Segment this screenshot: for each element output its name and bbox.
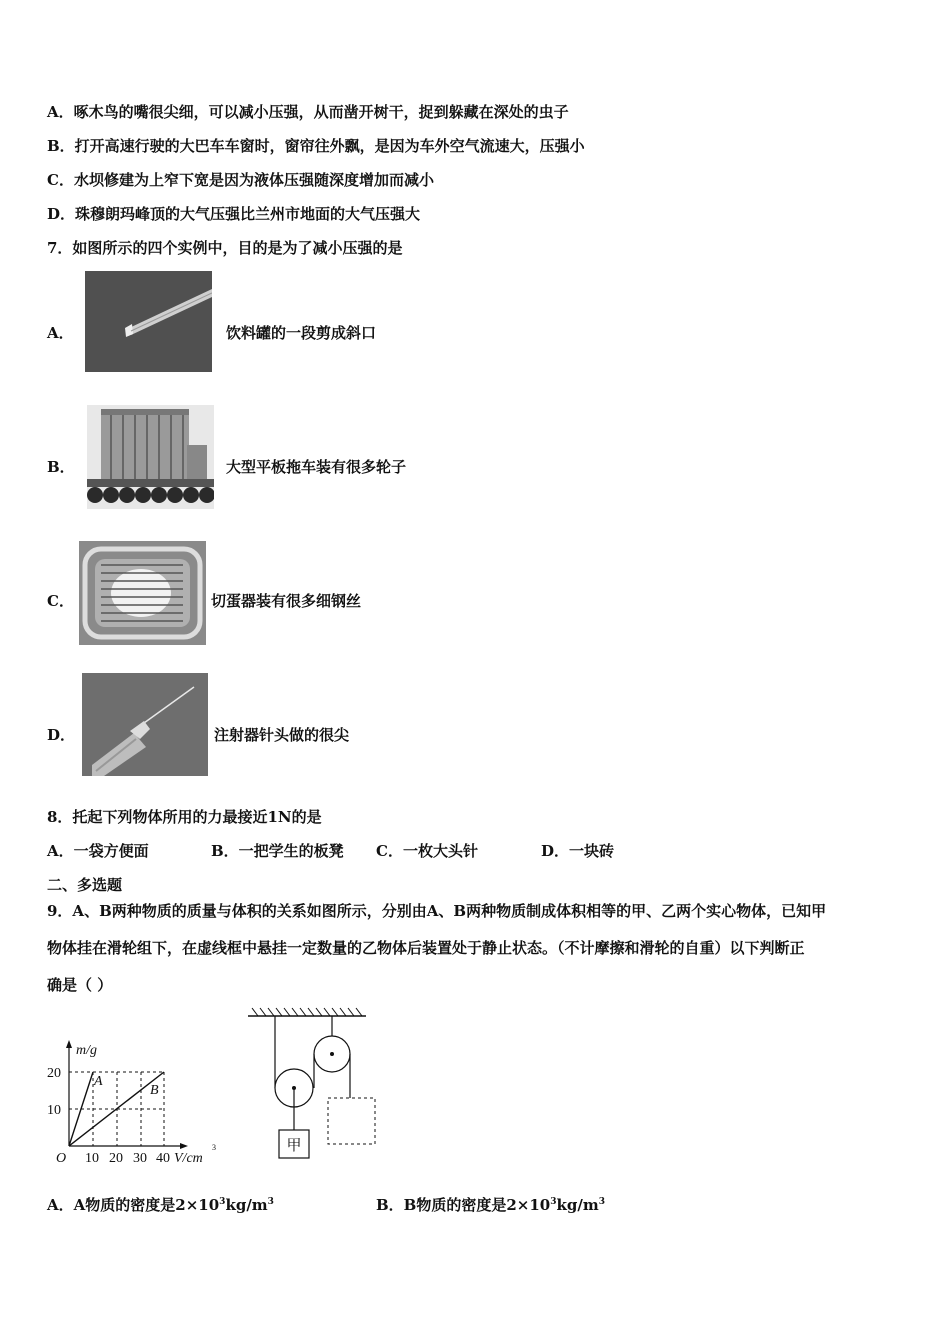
- q9-option-b: B．B物质的密度是$2\times 10^3kg/m^3$: [376, 1196, 606, 1214]
- q7-option-c-caption: 切蛋器装有很多细钢丝: [211, 592, 362, 610]
- q9-stem-line-1: 9．A、B两种物质的质量与体积的关系如图所示，分别由A、B两种物质制成体积相等的甲、乙两个实心物体，已知甲: [47, 902, 827, 920]
- q7-option-b-label: B．: [47, 458, 75, 476]
- xtick-40: 40: [156, 1151, 170, 1164]
- q7-option-d-caption: 注射器针头做的很尖: [214, 726, 350, 744]
- can-cut-photo: [85, 271, 212, 372]
- xtick-30: 30: [133, 1151, 147, 1164]
- graph-ylabel: m/g: [76, 1043, 97, 1058]
- q9-option-a: A．A物质的密度是$2\times 10^3kg/m^3$: [47, 1196, 274, 1214]
- q8-option-d: D．一块砖: [541, 842, 615, 860]
- egg-slicer-photo: [79, 541, 206, 645]
- q7-option-a-caption: 饮料罐的一段剪成斜口: [226, 324, 377, 342]
- q6-option-d: D．珠穆朗玛峰顶的大气压强比兰州市地面的大气压强大: [47, 205, 421, 223]
- q7-option-c-label: C．: [47, 592, 74, 610]
- q6-option-b: B．打开高速行驶的大巴车车窗时，窗帘往外飘，是因为车外空气流速大，压强小: [47, 137, 585, 155]
- xtick-10: 10: [85, 1151, 99, 1164]
- flatbed-trailer-photo: [87, 405, 214, 509]
- q6-option-a: A．啄木鸟的嘴很尖细，可以减小压强，从而凿开树干，捉到躲藏在深处的虫子: [47, 103, 569, 121]
- q7-option-a-label: A．: [47, 324, 74, 342]
- q7-stem: 7．如图所示的四个实例中，目的是为了减小压强的是: [47, 239, 403, 257]
- label-a: A: [94, 1074, 103, 1089]
- dashed-box: [328, 1098, 375, 1144]
- graph-xlabel: V/cm: [174, 1151, 203, 1164]
- q8-stem: 8．托起下列物体所用的力最接近1N的是: [47, 808, 322, 826]
- syringe-photo: [82, 673, 208, 776]
- q8-option-b: B．一把学生的板凳: [211, 842, 344, 860]
- q7-option-b-caption: 大型平板拖车装有很多轮子: [226, 458, 407, 476]
- weight-jia-label: 甲: [286, 1136, 302, 1154]
- graph-xlabel-sup: 3: [212, 1143, 216, 1152]
- q9-stem-line-3: 确是（ ）: [47, 976, 113, 994]
- ytick-20: 20: [47, 1066, 61, 1081]
- graph-origin: O: [56, 1151, 67, 1164]
- q9-stem-line-2: 物体挂在滑轮组下，在虚线框中悬挂一定数量的乙物体后装置处于静止状态。（不计摩擦和滑轮的自重）以下判断正: [47, 939, 805, 957]
- q7-option-d-label: D．: [47, 726, 76, 744]
- ytick-10: 10: [47, 1103, 61, 1118]
- section-title: 二、多选题: [47, 876, 123, 894]
- q8-option-c: C．一枚大头针: [376, 842, 478, 860]
- xtick-20: 20: [109, 1151, 123, 1164]
- pulley-system-diagram: [248, 1006, 378, 1162]
- label-b: B: [150, 1083, 159, 1098]
- q8-option-a: A．一袋方便面: [47, 842, 149, 860]
- q6-option-c: C．水坝修建为上窄下宽是因为液体压强随深度增加而减小: [47, 171, 434, 189]
- mass-volume-graph: [44, 1038, 224, 1164]
